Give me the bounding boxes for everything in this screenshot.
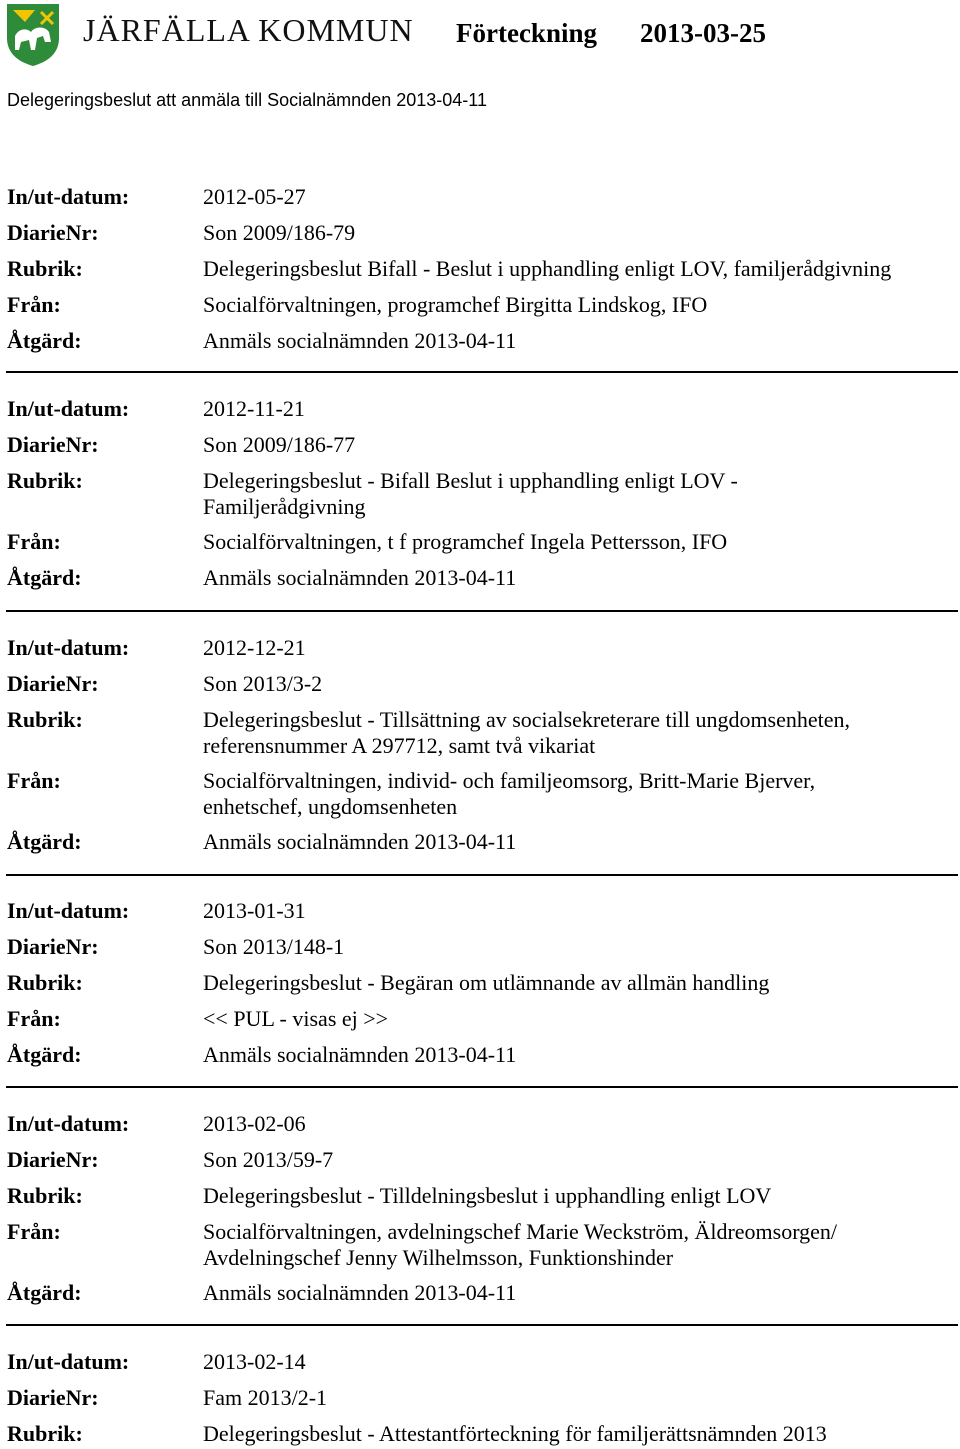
rubrik-value: Delegeringsbeslut - Tilldelningsbeslut i upphandling enligt LOV bbox=[203, 1183, 772, 1208]
rubrik-value: Delegeringsbeslut - Attestantförteckning för familjerättsnämnden 2013 bbox=[203, 1421, 827, 1446]
fran-label: Från: bbox=[7, 768, 61, 793]
atgard-label: Åtgärd: bbox=[7, 1280, 82, 1305]
rubrik-value: Delegeringsbeslut - Tillsättning av socialsekreterare till ungdomsenheten, referensnummer A 297712, samt två vikariat bbox=[203, 707, 851, 758]
diarie-value: Son 2009/186-77 bbox=[203, 432, 356, 457]
diarie-value: Son 2009/186-79 bbox=[203, 220, 356, 245]
rubrik-value: Delegeringsbeslut Bifall - Beslut i upphandling enligt LOV, familjerådgivning bbox=[203, 256, 892, 281]
date-label: In/ut-datum: bbox=[7, 898, 130, 923]
atgard-value: Anmäls socialnämnden 2013-04-11 bbox=[203, 1280, 517, 1305]
fran-label: Från: bbox=[7, 1006, 61, 1031]
atgard-label: Åtgärd: bbox=[7, 328, 82, 353]
rubrik-label: Rubrik: bbox=[7, 1183, 83, 1208]
diarie-label: DiarieNr: bbox=[7, 220, 99, 245]
date-value: 2012-12-21 bbox=[203, 635, 306, 660]
record-divider bbox=[6, 371, 958, 373]
atgard-value: Anmäls socialnämnden 2013-04-11 bbox=[203, 565, 517, 590]
diarie-value: Son 2013/3-2 bbox=[203, 671, 323, 696]
atgard-value: Anmäls socialnämnden 2013-04-11 bbox=[203, 1042, 517, 1067]
record-divider bbox=[6, 874, 958, 876]
fran-value: Socialförvaltningen, programchef Birgitta Lindskog, IFO bbox=[203, 292, 708, 317]
record-divider bbox=[6, 1086, 958, 1088]
date-label: In/ut-datum: bbox=[7, 1111, 130, 1136]
diarie-value: Fam 2013/2-1 bbox=[203, 1385, 328, 1410]
document-subtitle: Delegeringsbeslut att anmäla till Socialnämnden 2013-04-11 bbox=[7, 90, 487, 110]
rubrik-label: Rubrik: bbox=[7, 468, 83, 493]
record-divider bbox=[6, 1324, 958, 1326]
atgard-value: Anmäls socialnämnden 2013-04-11 bbox=[203, 328, 517, 353]
date-value: 2012-11-21 bbox=[203, 396, 305, 421]
date-value: 2012-05-27 bbox=[203, 184, 306, 209]
fran-value: Socialförvaltningen, individ- och familjeomsorg, Britt-Marie Bjerver, enhetschef, ungdomsenheten bbox=[203, 768, 816, 819]
rubrik-label: Rubrik: bbox=[7, 970, 83, 995]
fran-value: Socialförvaltningen, t f programchef Ingela Pettersson, IFO bbox=[203, 529, 728, 554]
rubrik-value: Delegeringsbeslut - Bifall Beslut i upphandling enligt LOV - Familjerådgivning bbox=[203, 468, 738, 519]
fran-value: << PUL - visas ej >> bbox=[203, 1006, 389, 1031]
diarie-label: DiarieNr: bbox=[7, 1147, 99, 1172]
atgard-label: Åtgärd: bbox=[7, 1042, 82, 1067]
municipality-name: JÄRFÄLLA KOMMUN bbox=[83, 12, 414, 48]
diarie-value: Son 2013/148-1 bbox=[203, 934, 345, 959]
date-label: In/ut-datum: bbox=[7, 396, 130, 421]
page-header bbox=[0, 0, 960, 80]
rubrik-value: Delegeringsbeslut - Begäran om utlämnande av allmän handling bbox=[203, 970, 770, 995]
date-value: 2013-01-31 bbox=[203, 898, 306, 923]
rubrik-label: Rubrik: bbox=[7, 256, 83, 281]
date-value: 2013-02-06 bbox=[203, 1111, 306, 1136]
diarie-label: DiarieNr: bbox=[7, 432, 99, 457]
fran-label: Från: bbox=[7, 529, 61, 554]
coat-of-arms-logo bbox=[5, 2, 61, 68]
date-label: In/ut-datum: bbox=[7, 635, 130, 660]
diarie-label: DiarieNr: bbox=[7, 671, 99, 696]
fran-label: Från: bbox=[7, 1219, 61, 1244]
record-divider bbox=[6, 610, 958, 612]
rubrik-label: Rubrik: bbox=[7, 1421, 83, 1446]
document-type: Förteckning bbox=[456, 18, 597, 48]
atgard-label: Åtgärd: bbox=[7, 565, 82, 590]
diarie-label: DiarieNr: bbox=[7, 1385, 99, 1410]
atgard-label: Åtgärd: bbox=[7, 829, 82, 854]
diarie-value: Son 2013/59-7 bbox=[203, 1147, 334, 1172]
date-label: In/ut-datum: bbox=[7, 1349, 130, 1374]
date-value: 2013-02-14 bbox=[203, 1349, 306, 1374]
atgard-value: Anmäls socialnämnden 2013-04-11 bbox=[203, 829, 517, 854]
date-label: In/ut-datum: bbox=[7, 184, 130, 209]
fran-value: Socialförvaltningen, avdelningschef Marie Weckström, Äldreomsorgen/ Avdelningschef Jenny Wilhelmsson, Funktionshinder bbox=[203, 1219, 838, 1270]
rubrik-label: Rubrik: bbox=[7, 707, 83, 732]
fran-label: Från: bbox=[7, 292, 61, 317]
document-date: 2013-03-25 bbox=[640, 18, 766, 48]
diarie-label: DiarieNr: bbox=[7, 934, 99, 959]
